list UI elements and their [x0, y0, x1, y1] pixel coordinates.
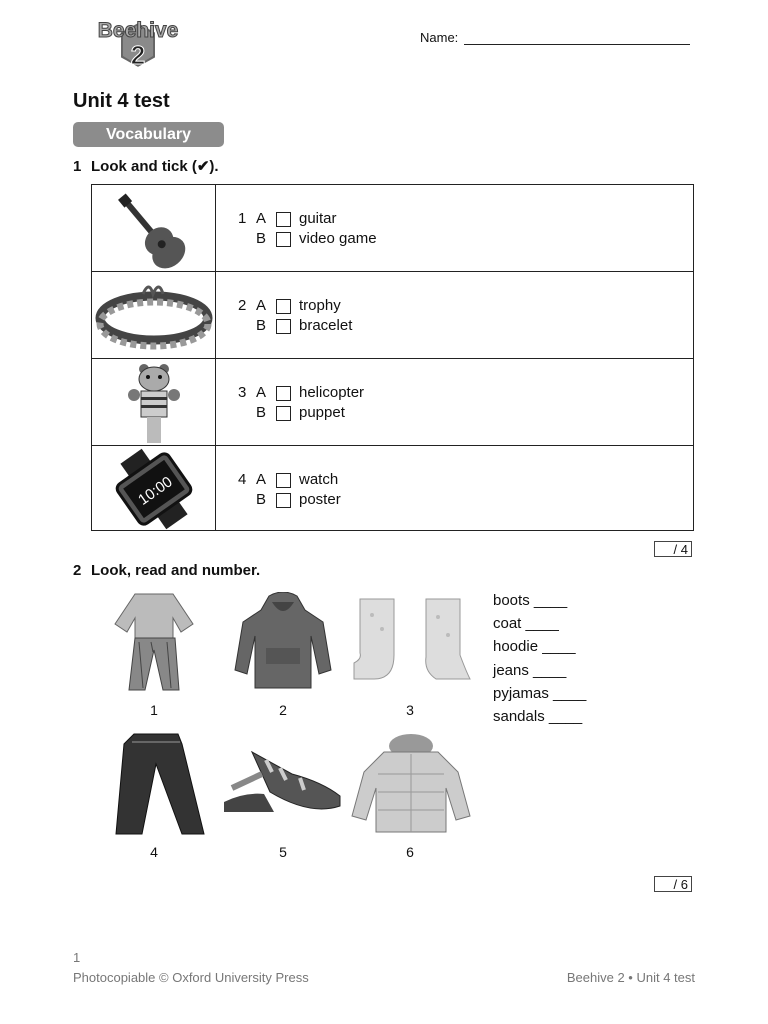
table-row — [92, 185, 693, 271]
option-word: guitar — [299, 210, 337, 227]
tick-box[interactable] — [276, 212, 291, 227]
option-letter: B — [256, 230, 267, 247]
exercise-2-heading — [73, 562, 260, 579]
beehive-logo — [88, 10, 188, 72]
options — [238, 470, 341, 510]
tick-box[interactable] — [276, 493, 291, 508]
word-item[interactable]: sandals ____ — [493, 708, 583, 726]
exercise-number: 2 — [73, 562, 82, 579]
jeans-picture — [106, 732, 206, 841]
option-letter: B — [256, 317, 267, 334]
tick-box[interactable] — [276, 319, 291, 334]
watch-icon — [92, 446, 216, 531]
pyjamas-picture — [113, 590, 195, 699]
logo-text: Beehive — [97, 19, 179, 42]
bracelet-icon — [92, 272, 216, 359]
word-item[interactable]: coat ____ — [493, 615, 559, 633]
tick-box[interactable] — [276, 473, 291, 488]
word-item[interactable]: hoodie ____ — [493, 638, 576, 656]
tick-box[interactable] — [276, 386, 291, 401]
option-word: bracelet — [299, 317, 353, 334]
options — [238, 383, 364, 423]
item-number: 3 — [238, 384, 247, 401]
exercise-1-table — [91, 184, 694, 531]
name-field — [420, 30, 690, 45]
score-box[interactable]: / 4 — [654, 541, 692, 557]
page-number: 1 — [73, 950, 81, 965]
table-row — [92, 445, 693, 531]
puppet-icon — [92, 359, 216, 446]
name-label: Name: — [420, 30, 459, 45]
word-item[interactable]: pyjamas ____ — [493, 684, 587, 702]
option-word: trophy — [299, 297, 341, 314]
boots-picture — [350, 595, 474, 692]
picture-number: 4 — [150, 844, 158, 860]
option-letter: B — [256, 404, 267, 421]
option-letter: B — [256, 491, 267, 508]
exercise-instruction: Look and tick (✔). — [91, 158, 219, 175]
tick-box[interactable] — [276, 406, 291, 421]
table-row — [92, 358, 693, 446]
item-number: 2 — [238, 297, 247, 314]
watch-time: 10:00 — [134, 472, 176, 509]
hoodie-picture — [234, 592, 332, 697]
tick-box[interactable] — [276, 299, 291, 314]
option-letter: A — [256, 384, 267, 401]
option-word: puppet — [299, 404, 345, 421]
picture-number: 5 — [279, 844, 287, 860]
options — [238, 209, 377, 249]
copyright-text: Photocopiable © Oxford University Press — [73, 970, 309, 985]
exercise-number: 1 — [73, 158, 82, 175]
option-letter: A — [256, 471, 267, 488]
picture-number: 6 — [406, 844, 414, 860]
footer-book-title: Beehive 2 • Unit 4 test — [566, 970, 695, 985]
exercise-1-heading — [73, 157, 219, 175]
guitar-icon — [92, 185, 216, 271]
exercise-instruction: Look, read and number. — [91, 562, 261, 579]
item-number: 1 — [238, 210, 247, 227]
section-badge: Vocabulary — [73, 122, 224, 147]
logo-number: 2 — [130, 40, 146, 70]
coat-picture — [350, 734, 472, 839]
word-item[interactable]: boots ____ — [493, 592, 568, 609]
options — [238, 296, 352, 336]
score-box[interactable]: / 6 — [654, 876, 692, 892]
word-item[interactable]: jeans ____ — [493, 661, 567, 679]
page-title: Unit 4 test — [73, 90, 170, 112]
option-word: helicopter — [299, 384, 365, 401]
option-word: poster — [299, 491, 341, 508]
option-word: watch — [299, 471, 339, 488]
tick-box[interactable] — [276, 232, 291, 247]
name-line[interactable] — [464, 30, 690, 45]
picture-number: 2 — [279, 702, 287, 718]
table-row — [92, 271, 693, 359]
word-list — [493, 589, 586, 728]
item-number: 4 — [238, 471, 247, 488]
option-letter: A — [256, 297, 267, 314]
option-letter: A — [256, 210, 267, 227]
picture-number: 3 — [406, 702, 414, 718]
sandals-picture — [222, 742, 344, 829]
option-word: video game — [299, 230, 377, 247]
picture-number: 1 — [150, 702, 158, 718]
